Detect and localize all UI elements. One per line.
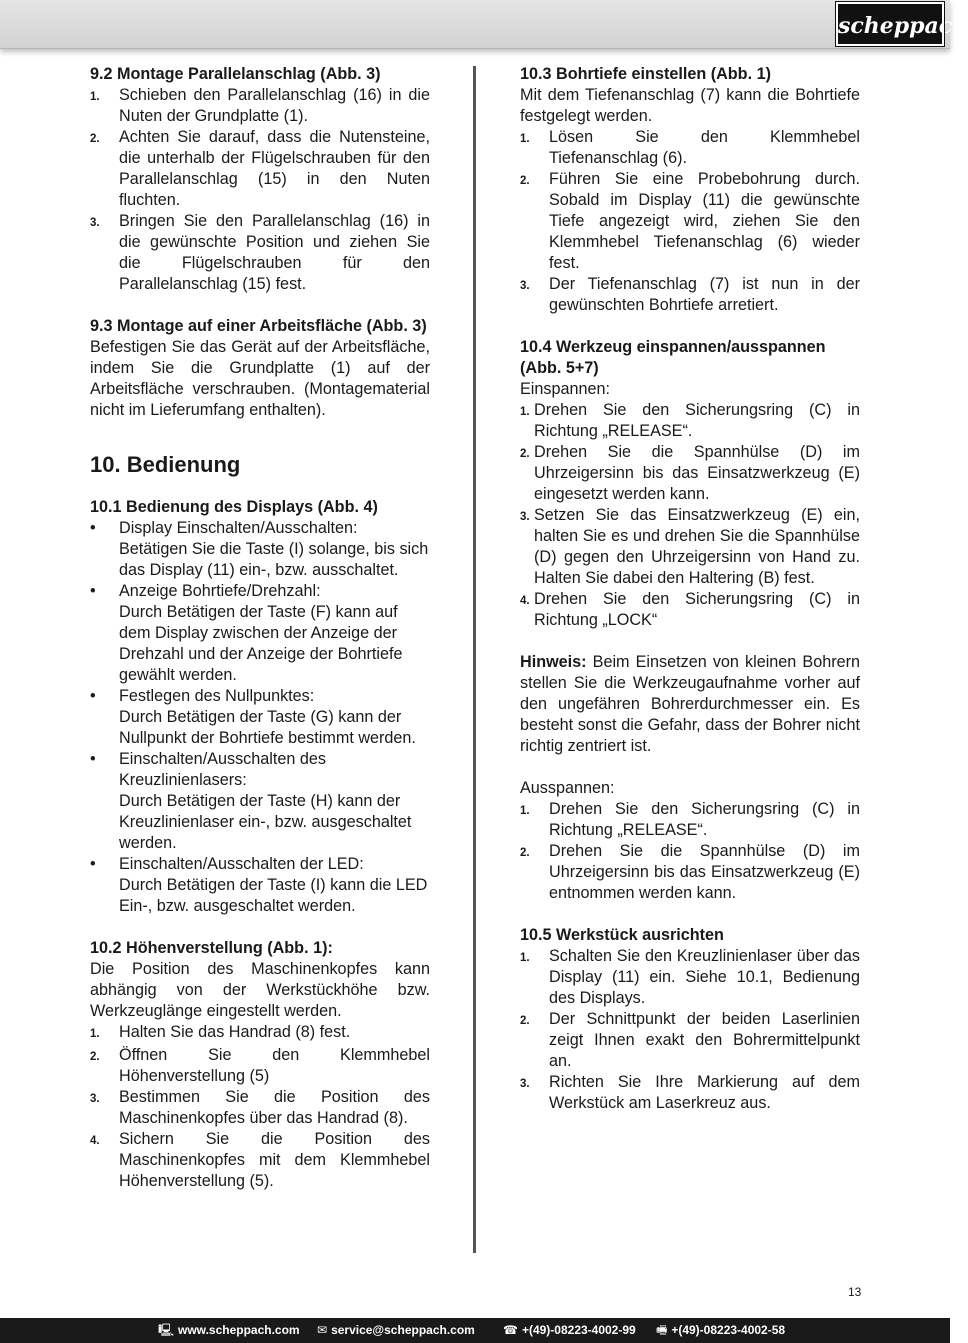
item-text: Betätigen Sie die Taste (I) solange, bis sich das Display (11) ein-, bzw. ausschaltet. (119, 540, 429, 579)
email-text: service@scheppach.com (331, 1323, 475, 1337)
list-item (520, 841, 860, 904)
section-heading-10-3: 10.3 Bohrtiefe einstellen (Abb. 1) (520, 65, 771, 83)
item-number: 4. (90, 1135, 100, 1147)
list-item (520, 1009, 860, 1072)
item-title: Festlegen des Nullpunktes: (119, 687, 315, 705)
left-column (90, 64, 430, 1192)
item-text: Setzen Sie das Einsatzwerkzeug (E) ein, halten Sie es und drehen Sie die Spannhülse (D) gegen den Uhrzeigersinn von Hand zu. Halten Sie dabei den Haltering (B) fest. (534, 506, 860, 587)
list-item (90, 581, 430, 686)
note-text: Beim Einsetzen von kleinen Bohrern stellen Sie die Werkzeugaufnahme vorher auf den ungefähren Bohrerdurchmesser ein. Es besteht sonst die Gefahr, dass der Bohrer nicht richtig zentriert ist. (520, 653, 860, 755)
item-text: Drehen Sie den Sicherungsring (C) in Richtung „RELEASE“. (534, 401, 860, 440)
item-number: 2. (520, 175, 530, 187)
item-text: Drehen Sie den Sicherungsring (C) in Richtung „RELEASE“. (549, 800, 860, 839)
item-text: Durch Betätigen der Taste (G) kann der Nullpunkt der Bohrtiefe bestimmt werden. (119, 708, 416, 747)
item-title: Einschalten/Ausschalten der LED: (119, 855, 364, 873)
fax-text: +(49)-08223-4002-58 (671, 1323, 786, 1337)
fax-icon: 🖷 (656, 1323, 668, 1337)
section-heading-9-2: 9.2 Montage Parallelanschlag (Abb. 3) (90, 65, 381, 83)
subheading-einspannen: Einspannen: (520, 380, 611, 398)
list-item (520, 442, 860, 505)
bullet: • (90, 750, 96, 768)
numbered-list (90, 85, 430, 295)
bullet: • (90, 519, 96, 537)
item-text: Drehen Sie den Sicherungsring (C) in Richtung „LOCK“ (534, 590, 860, 629)
section-heading-9-3: 9.3 Montage auf einer Arbeitsfläche (Abb. 3) (90, 317, 427, 335)
footer-website[interactable] (158, 1318, 300, 1343)
mail-icon: ✉ (317, 1323, 328, 1337)
list-item (520, 505, 860, 589)
note-label: Hinweis: (520, 653, 587, 671)
item-text: Halten Sie das Handrad (8) fest. (119, 1023, 351, 1041)
chapter-heading-10: 10. Bedienung (90, 452, 241, 477)
section-heading-10-5: 10.5 Werkstück ausrichten (520, 926, 724, 944)
list-item (90, 518, 430, 581)
list-item (90, 1022, 430, 1045)
bullet: • (90, 855, 96, 873)
item-text: Achten Sie darauf, dass die Nutensteine, die unterhalb der Flügelschrauben für den Parallelanschlag (15) in den Nuten fluchten. (119, 128, 430, 209)
numbered-list (520, 799, 860, 904)
item-number: 3. (520, 511, 530, 523)
list-item (90, 211, 430, 295)
item-text: Durch Betätigen der Taste (I) kann die LED Ein-, bzw. ausgeschaltet werden. (119, 876, 428, 915)
item-number: 1. (520, 406, 530, 418)
item-text: Durch Betätigen der Taste (H) kann der Kreuzlinienlaser ein-, bzw. ausgeschaltet werden. (119, 792, 412, 852)
list-item (520, 400, 860, 442)
numbered-list (520, 946, 860, 1114)
item-number: 1. (90, 91, 100, 103)
right-column (520, 64, 860, 1114)
item-number: 3. (520, 1078, 530, 1090)
list-item (520, 589, 860, 631)
item-number: 3. (90, 1093, 100, 1105)
column-divider (473, 66, 476, 1253)
paragraph: Die Position des Maschinenkopfes kann abhängig von der Werkstückhöhe bzw. Werkzeuglänge eingestellt werden. (90, 960, 430, 1020)
item-text: Lösen Sie den Klemmhebel Tiefenanschlag (6). (549, 128, 860, 167)
list-item (90, 1087, 430, 1129)
website-text: www.scheppach.com (178, 1323, 300, 1337)
subheading-ausspannen: Ausspannen: (520, 779, 615, 797)
phone-icon: ☎ (503, 1323, 518, 1337)
section-heading-10-2: 10.2 Höhenverstellung (Abb. 1): (90, 939, 333, 957)
numbered-list (90, 1022, 430, 1192)
list-item (520, 799, 860, 841)
list-item (90, 749, 430, 854)
paragraph: Mit dem Tiefenanschlag (7) kann die Bohrtiefe festgelegt werden. (520, 86, 860, 125)
item-number: 2. (90, 1051, 100, 1063)
paragraph: Befestigen Sie das Gerät auf der Arbeitsfläche, indem Sie die Grundplatte (1) auf der Arbeitsfläche verschrauben. (Montagematerial nicht im Lieferumfang enthalten). (90, 338, 430, 419)
item-text: Öffnen Sie den Klemmhebel Höhenverstellung (5) (119, 1046, 430, 1085)
item-text: Der Tiefenanschlag (7) ist nun in der gewünschten Bohrtiefe arretiert. (549, 275, 860, 314)
list-item (90, 686, 430, 749)
item-text: Durch Betätigen der Taste (F) kann auf dem Display zwischen der Anzeige der Drehzahl und der Anzeige der Bohrtiefe gewählt werden. (119, 603, 403, 684)
list-item (90, 854, 430, 917)
item-text: Bestimmen Sie die Position des Maschinenkopfes über das Handrad (8). (119, 1088, 430, 1127)
item-number: 3. (520, 280, 530, 292)
list-item (90, 127, 430, 211)
item-number: 3. (90, 217, 100, 229)
footer-email[interactable] (317, 1318, 475, 1343)
list-item (520, 1072, 860, 1114)
numbered-list (520, 400, 860, 631)
header-band (0, 0, 950, 49)
item-number: 2. (520, 448, 530, 460)
item-title: Display Einschalten/Ausschalten: (119, 519, 358, 537)
numbered-list (520, 127, 860, 316)
item-text: Drehen Sie die Spannhülse (D) im Uhrzeigersinn bis das Einsatzwerkzeug (E) eingesetzt werden kann. (534, 443, 860, 503)
item-text: Führen Sie eine Probebohrung durch. Sobald im Display (11) die gewünschte Tiefe angezeigt wird, ziehen Sie den Klemmhebel Tiefenanschlag (6) wieder fest. (549, 170, 860, 272)
item-text: Schalten Sie den Kreuzlinienlaser über das Display (11) ein. Siehe 10.1, Bedienung des Displays. (549, 947, 860, 1007)
bullet: • (90, 582, 96, 600)
list-item (520, 946, 860, 1009)
item-title: Einschalten/Ausschalten des Kreuzlinienlasers: (119, 750, 326, 789)
item-text: Sichern Sie die Position des Maschinenkopfes mit dem Klemmhebel Höhenverstellung (5). (119, 1130, 430, 1190)
item-number: 1. (520, 952, 530, 964)
list-item (520, 127, 860, 169)
item-number: 4. (520, 595, 530, 607)
list-item (90, 1129, 430, 1192)
section-heading-10-4: 10.4 Werkzeug einspannen/ausspannen (Abb. 5+7) (520, 338, 826, 377)
list-item (520, 274, 860, 316)
list-item (520, 169, 860, 274)
item-text: Schieben den Parallelanschlag (16) in die Nuten der Grundplatte (1). (119, 86, 430, 125)
computer-icon: 🖳 (158, 1323, 175, 1337)
item-number: 1. (520, 805, 530, 817)
section-heading-10-1: 10.1 Bedienung des Displays (Abb. 4) (90, 498, 378, 516)
phone-text: +(49)-08223-4002-99 (521, 1323, 636, 1337)
footer-bar (0, 1318, 950, 1343)
item-number: 1. (520, 133, 530, 145)
item-text: Der Schnittpunkt der beiden Laserlinien zeigt Ihnen exakt den Bohrermittelpunkt an. (549, 1010, 860, 1070)
bullet-list (90, 518, 430, 917)
item-number: 1. (90, 1028, 100, 1040)
page-number: 13 (848, 1285, 862, 1299)
bullet: • (90, 687, 96, 705)
item-title: Anzeige Bohrtiefe/Drehzahl: (119, 582, 321, 600)
footer-phone[interactable] (503, 1318, 636, 1343)
item-number: 2. (520, 847, 530, 859)
brand-logo: scheppach (836, 2, 944, 46)
item-text: Richten Sie Ihre Markierung auf dem Werkstück am Laserkreuz aus. (549, 1073, 860, 1112)
footer-fax (656, 1318, 785, 1343)
item-number: 2. (520, 1015, 530, 1027)
list-item (90, 1045, 430, 1087)
item-text: Drehen Sie die Spannhülse (D) im Uhrzeigersinn bis das Einsatzwerkzeug (E) entnommen werden kann. (549, 842, 860, 902)
list-item (90, 85, 430, 127)
item-text: Bringen Sie den Parallelanschlag (16) in die gewünschte Position und ziehen Sie die Flügelschrauben für den Parallelanschlag (15) fest. (119, 212, 430, 293)
item-number: 2. (90, 133, 100, 145)
note-paragraph (520, 652, 860, 757)
